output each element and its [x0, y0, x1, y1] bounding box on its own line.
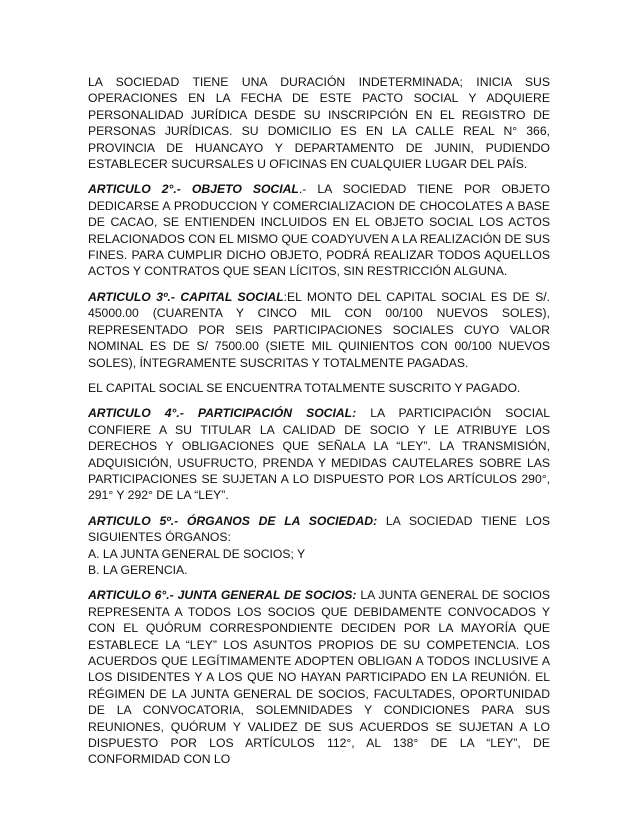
document-body — [88, 74, 550, 777]
paragraph-articulo-3 — [88, 289, 550, 371]
article-heading: ARTICULO 3º.- CAPITAL SOCIAL — [88, 289, 284, 304]
list-item: B. LA GERENCIA. — [88, 562, 188, 577]
article-heading: ARTICULO 6°.- JUNTA GENERAL DE SOCIOS: — [88, 588, 357, 603]
paragraph-text: .- LA SOCIEDAD TIENE POR OBJETO DEDICARSE A PRODUCCION Y COMERCIALIZACION DE CHOCOLATES A BASE DE CACAO, SE ENTIENDEN INCLUIDOS EN EL OBJETO SOCIAL LOS ACTOS RELACIONADOS CON EL MISMO QUE COADYUVEN A LA REALIZACIÓN DE SUS FINES. PARA CUMPLIR DICHO OBJETO, PODRÁ REALIZAR TODOS AQUELLOS ACTOS Y CONTRATOS QUE SEAN LÍCITOS, SIN RESTRICCIÓN ALGUNA. — [88, 182, 550, 279]
paragraph-articulo-2 — [88, 181, 550, 279]
paragraph-articulo-5 — [88, 513, 550, 579]
paragraph-text: LA PARTICIPACIÓN SOCIAL CONFIERE A SU TITULAR LA CALIDAD DE SOCIO Y LE ATRIBUYE LOS DERECHOS Y OBLIGACIONES QUE SEÑALA LA “LEY”. LA TRANSMISIÓN, ADQUISICIÓN, USUFRUCTO, PRENDA Y MEDIDAS CAUTELARES SOBRE LAS PARTICIPACIONES SE SUJETAN A LO DISPUESTO POR LOS ARTÍCULOS 290°, 291° Y 292° DE LA “LEY”. — [88, 406, 550, 503]
paragraph-text: EL CAPITAL SOCIAL SE ENCUENTRA TOTALMENTE SUSCRITO Y PAGADO. — [88, 380, 521, 395]
paragraph-text: LA SOCIEDAD TIENE UNA DURACIÓN INDETERMINADA; INICIA SUS OPERACIONES EN LA FECHA DE ESTE PACTO SOCIAL Y ADQUIERE PERSONALIDAD JURÍDICA DESDE SU INSCRIPCIÓN EN EL REGISTRO DE PERSONAS JURÍDICAS. SU DOMICILIO ES EN LA CALLE REAL N° 366, PROVINCIA DE HUANCAYO Y DEPARTAMENTO DE JUNIN, PUDIENDO ESTABLECER SUCURSALES U OFICINAS EN CUALQUIER LUGAR DEL PAÍS. — [88, 75, 550, 172]
list-item: A. LA JUNTA GENERAL DE SOCIOS; Y — [88, 546, 306, 561]
paragraph-articulo-6 — [88, 587, 550, 767]
paragraph-capital-pagado — [88, 380, 550, 396]
paragraph-articulo-4 — [88, 405, 550, 503]
article-heading: ARTICULO 4°.- PARTICIPACIÓN SOCIAL: — [88, 406, 357, 421]
paragraph-text: :EL MONTO DEL CAPITAL SOCIAL ES DE S/. 45000.00 (CUARENTA Y CINCO MIL CON 00/100 NUEVOS SOLES), REPRESENTADO POR SEIS PARTICIPACIONES SOCIALES CUYO VALOR NOMINAL ES DE S/ 7500.00 (SIETE MIL QUINIENTOS CON 00/100 NUEVOS SOLES), ÍNTEGRAMENTE SUSCRITAS Y TOTALMENTE PAGADAS. — [88, 289, 550, 370]
paragraph-duracion — [88, 74, 550, 172]
article-heading: ARTICULO 5º.- ÓRGANOS DE LA SOCIEDAD: — [88, 513, 378, 528]
paragraph-text: LA SOCIEDAD TIENE LOS SIGUIENTES ÓRGANOS: — [88, 513, 550, 545]
paragraph-text: LA JUNTA GENERAL DE SOCIOS REPRESENTA A TODOS LOS SOCIOS QUE DEBIDAMENTE CONVOCADOS Y CON EL QUÓRUM CORRESPONDIENTE DECIDEN POR LA MAYORÍA QUE ESTABLECE LA “LEY” LOS ASUNTOS PROPIOS DE SU COMPETENCIA. LOS ACUERDOS QUE LEGÍTIMAMENTE ADOPTEN OBLIGAN A TODOS INCLUSIVE A LOS DISIDENTES Y A LOS QUE NO HAYAN PARTICIPADO EN LA REUNIÓN. EL RÉGIMEN DE LA JUNTA GENERAL DE SOCIOS, FACULTADES, OPORTUNIDAD DE LA CONVOCATORIA, SOLEMNIDADES Y CONDICIONES PARA SUS REUNIONES, QUÓRUM Y VALIDEZ DE SUS ACUERDOS SE SUJETAN A LO DISPUESTO POR LOS ARTÍCULOS 112°, AL 138° DE LA “LEY”, DE CONFORMIDAD CON LO — [88, 588, 550, 767]
article-heading: ARTICULO 2°.- OBJETO SOCIAL — [88, 182, 299, 197]
